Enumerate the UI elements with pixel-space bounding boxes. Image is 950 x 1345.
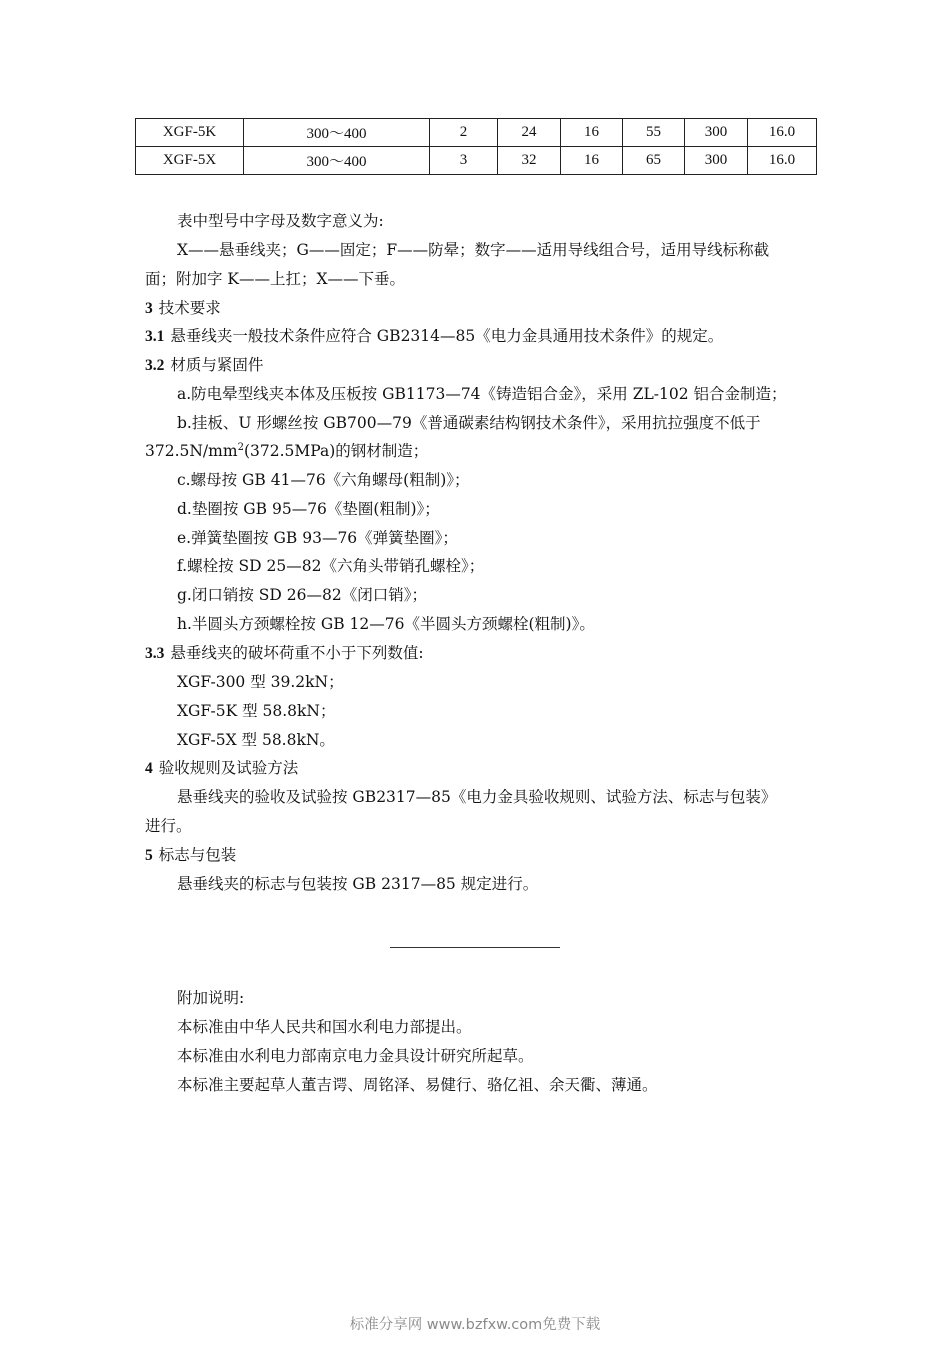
table-cell: 32 bbox=[498, 147, 561, 175]
load-value: XGF-300 型 39.2kN； bbox=[177, 673, 344, 691]
section-text: 悬垂线夹的破坏荷重不小于下列数值: bbox=[170, 644, 424, 662]
table-cell: 300 bbox=[685, 147, 748, 175]
footer-watermark: 标准分享网 www.bzfxw.com免费下载 bbox=[349, 1317, 601, 1333]
legend-line: X——悬垂线夹；G——固定；F——防晕；数字——适用导线组合号，适用导线标称截 bbox=[177, 241, 770, 259]
list-item-c: c.螺母按 GB 41—76《六角螺母(粗制)》； bbox=[177, 471, 470, 489]
table-cell: 300 bbox=[685, 119, 748, 147]
section-number: 5 bbox=[145, 847, 153, 864]
table-cell: XGF-5K bbox=[136, 119, 244, 147]
legend-line: 面；附加字 K——上扛；X——下垂。 bbox=[145, 270, 406, 288]
table-cell: 16.0 bbox=[748, 147, 817, 175]
section-title: 标志与包装 bbox=[158, 846, 237, 864]
table-cell: 300～400 bbox=[244, 119, 430, 147]
list-item-e: e.弹簧垫圈按 GB 93—76《弹簧垫圈》； bbox=[177, 529, 458, 547]
section-number: 3.3 bbox=[145, 645, 165, 662]
list-item-h: h.半圆头方颈螺栓按 GB 12—76《半圆头方颈螺栓(粗制)》。 bbox=[177, 615, 595, 633]
legend-intro: 表中型号中字母及数字意义为: bbox=[177, 212, 384, 230]
table-row bbox=[136, 119, 817, 147]
section-number: 3 bbox=[145, 300, 153, 317]
notes-line: 本标准由水利电力部南京电力金具设计研究所起草。 bbox=[177, 1047, 534, 1065]
table-cell: 16 bbox=[561, 147, 623, 175]
list-item-a: a.防电晕型线夹本体及压板按 GB1173—74《铸造铝合金》，采用 ZL-102 铝合金制造； bbox=[177, 385, 787, 403]
table-cell: 16.0 bbox=[748, 119, 817, 147]
list-item-b: b.挂板、U 形螺丝按 GB700—79《普通碳素结构钢技术条件》，采用抗拉强度不低于 bbox=[177, 414, 761, 432]
notes-line: 本标准主要起草人董吉谔、周铭泽、易健行、骆亿祖、余天衢、薄通。 bbox=[177, 1076, 658, 1094]
section-text: 悬垂线夹一般技术条件应符合 GB2314—85《电力金具通用技术条件》的规定。 bbox=[170, 327, 724, 345]
load-value: XGF-5X 型 58.8kN。 bbox=[177, 731, 335, 749]
section-5-text: 悬垂线夹的标志与包装按 GB 2317—85 规定进行。 bbox=[177, 875, 539, 893]
list-item-f: f.螺栓按 SD 25—82《六角头带销孔螺栓》； bbox=[177, 557, 485, 575]
notes-title: 附加说明: bbox=[177, 989, 245, 1007]
list-item-g: g.闭口销按 SD 26—82《闭口销》； bbox=[177, 586, 427, 604]
notes-line: 本标准由中华人民共和国水利电力部提出。 bbox=[177, 1018, 472, 1036]
section-title: 材质与紧固件 bbox=[170, 356, 264, 374]
section-3-2-heading bbox=[145, 355, 263, 376]
table-cell: 55 bbox=[623, 119, 685, 147]
superscript: 2 bbox=[237, 441, 244, 453]
table-cell: 65 bbox=[623, 147, 685, 175]
section-3-heading bbox=[145, 298, 221, 319]
table-row bbox=[136, 147, 817, 175]
section-4-text: 悬垂线夹的验收及试验按 GB2317—85《电力金具验收规则、试验方法、标志与包装》 bbox=[177, 788, 777, 806]
table-cell: XGF-5X bbox=[136, 147, 244, 175]
table-cell: 24 bbox=[498, 119, 561, 147]
table-cell: 3 bbox=[430, 147, 498, 175]
divider bbox=[390, 947, 560, 948]
section-4-heading bbox=[145, 758, 298, 779]
table-cell: 2 bbox=[430, 119, 498, 147]
load-value: XGF-5K 型 58.8kN； bbox=[177, 702, 336, 720]
section-number: 3.1 bbox=[145, 328, 165, 345]
spec-table bbox=[135, 118, 817, 175]
section-number: 4 bbox=[145, 760, 153, 777]
table-cell: 16 bbox=[561, 119, 623, 147]
list-item-b-continued bbox=[145, 441, 428, 461]
section-title: 技术要求 bbox=[158, 299, 221, 317]
section-4-text: 进行。 bbox=[145, 817, 192, 835]
section-5-heading bbox=[145, 845, 236, 866]
unit-text: (372.5MPa)的钢材制造； bbox=[243, 442, 429, 460]
list-item-d: d.垫圈按 GB 95—76《垫圈(粗制)》； bbox=[177, 500, 440, 518]
section-number: 3.2 bbox=[145, 357, 165, 374]
section-3-3 bbox=[145, 643, 424, 664]
section-title: 验收规则及试验方法 bbox=[158, 759, 299, 777]
table-cell: 300～400 bbox=[244, 147, 430, 175]
unit-text: 372.5N/mm bbox=[145, 442, 238, 460]
section-3-1 bbox=[145, 326, 723, 347]
